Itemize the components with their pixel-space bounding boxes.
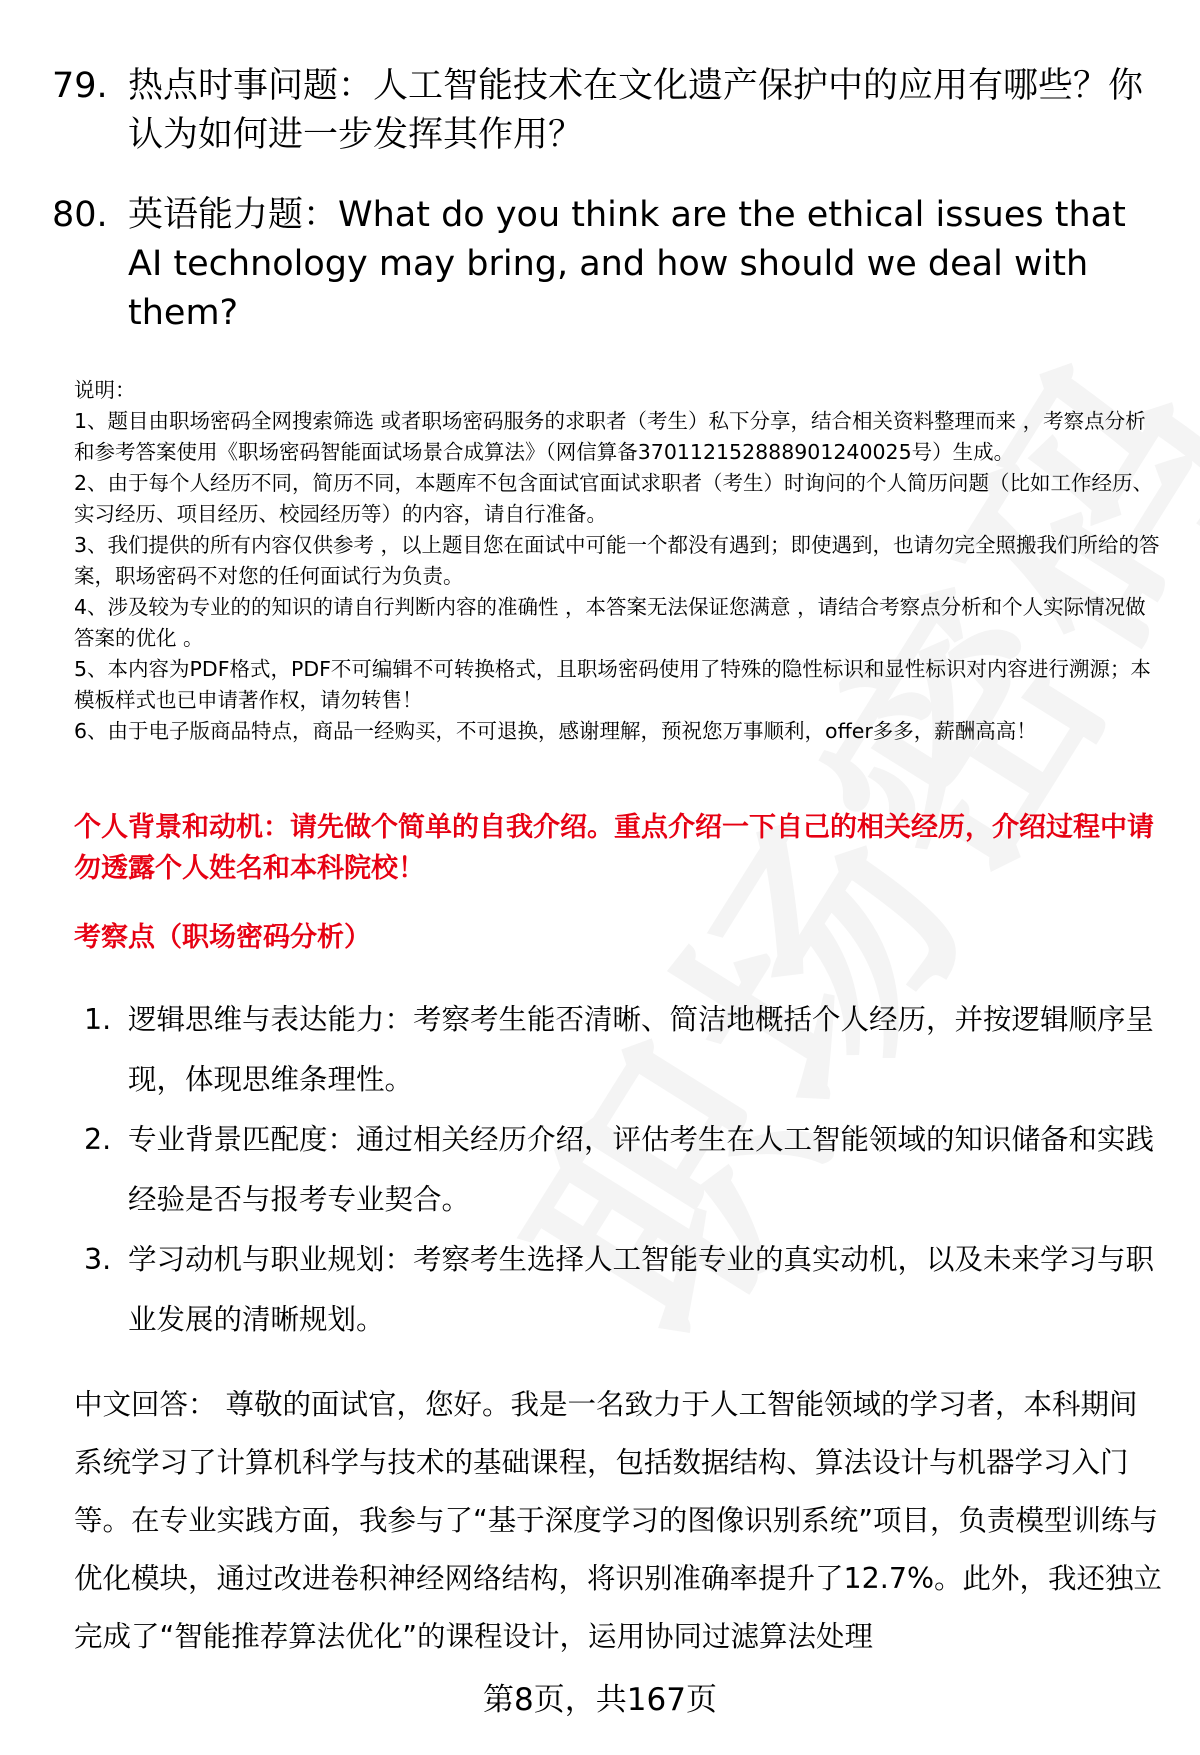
note-item: 4、涉及较为专业的的知识的请自行判断内容的准确性 ，本答案无法保证您满意 ，请结合考察点分析和个人实际情况做答案的优化 。 (74, 595, 1146, 650)
note-item: 2、由于每个人经历不同，简历不同，本题库不包含面试官面试求职者（考生）时询问的个人简历问题（比如工作经历、实习经历、项目经历、校园经历等）的内容，请自行准备。 (74, 471, 1154, 526)
note-item: 5、本内容为PDF格式，PDF不可编辑不可转换格式，且职场密码使用了特殊的隐性标识和显性标识对内容进行溯源；本模板样式也已申请著作权，请勿转售！ (74, 657, 1151, 712)
answer-paragraph: 中文回答： 尊敬的面试官，您好。我是一名致力于人工智能领域的学习者，本科期间系统学习了计算机科学与技术的基础课程，包括数据结构、算法设计与机器学习入门等。在专业实践方面，我参与了“基于深度学习的图像识别系统”项目，负责模型训练与优化模块，通过改进卷积神经网络结构，将识别准确率提升了12.7%。此外，我还独立完成了“智能推荐算法优化”的课程设计，运用协同过滤算法处理 (74, 1388, 1163, 1653)
notes-section (74, 375, 1164, 747)
point-text: 学习动机与职业规划：考察考生选择人工智能专业的真实动机，以及未来学习与职业发展的清晰规划。 (128, 1243, 1155, 1336)
question-text: 热点时事问题：人工智能技术在文化遗产保护中的应用有哪些？你认为如何进一步发挥其作用？ (128, 66, 1144, 155)
list-item (84, 1230, 1164, 1350)
question-text: 英语能力题：What do you think are the ethical issues that AI technology may bring, and how should we deal with them? (128, 195, 1126, 333)
background-prompt: 个人背景和动机：请先做个简单的自我介绍。重点介绍一下自己的相关经历，介绍过程中请勿透露个人姓名和本科院校！ (74, 812, 1154, 884)
question-79 (52, 62, 1162, 160)
key-points-title: 考察点（职场密码分析） (74, 922, 371, 953)
point-text: 逻辑思维与表达能力：考察考生能否清晰、简洁地概括个人经历，并按逻辑顺序呈现，体现思维条理性。 (128, 1003, 1155, 1096)
note-item: 1、题目由职场密码全网搜索筛选 或者职场密码服务的求职者（考生）私下分享，结合相关资料整理而来 ，考察点分析和参考答案使用《职场密码智能面试场景合成算法》（网信算备370112152888901240025号）生成。 (74, 409, 1146, 464)
question-number: 80. (52, 195, 108, 235)
page-footer: 第8页，共167页 (483, 1682, 717, 1718)
note-item: 6、由于电子版商品特点，商品一经购买，不可退换，感谢理解，预祝您万事顺利，offer多多，薪酬高高！ (74, 719, 1037, 743)
list-item (84, 1110, 1164, 1230)
question-80 (52, 191, 1162, 338)
notes-heading: 说明： (74, 378, 136, 402)
key-points-list (84, 990, 1164, 1350)
point-number: 3. (84, 1243, 112, 1276)
question-number: 79. (52, 66, 108, 106)
note-item: 3、我们提供的所有内容仅供参考 ，以上题目您在面试中可能一个都没有遇到；即使遇到，也请勿完全照搬我们所给的答案，职场密码不对您的任何面试行为负责。 (74, 533, 1160, 588)
point-text: 专业背景匹配度：通过相关经历介绍，评估考生在人工智能领域的知识储备和实践经验是否与报考专业契合。 (128, 1123, 1155, 1216)
point-number: 2. (84, 1123, 112, 1156)
list-item (84, 990, 1164, 1110)
point-number: 1. (84, 1003, 112, 1036)
